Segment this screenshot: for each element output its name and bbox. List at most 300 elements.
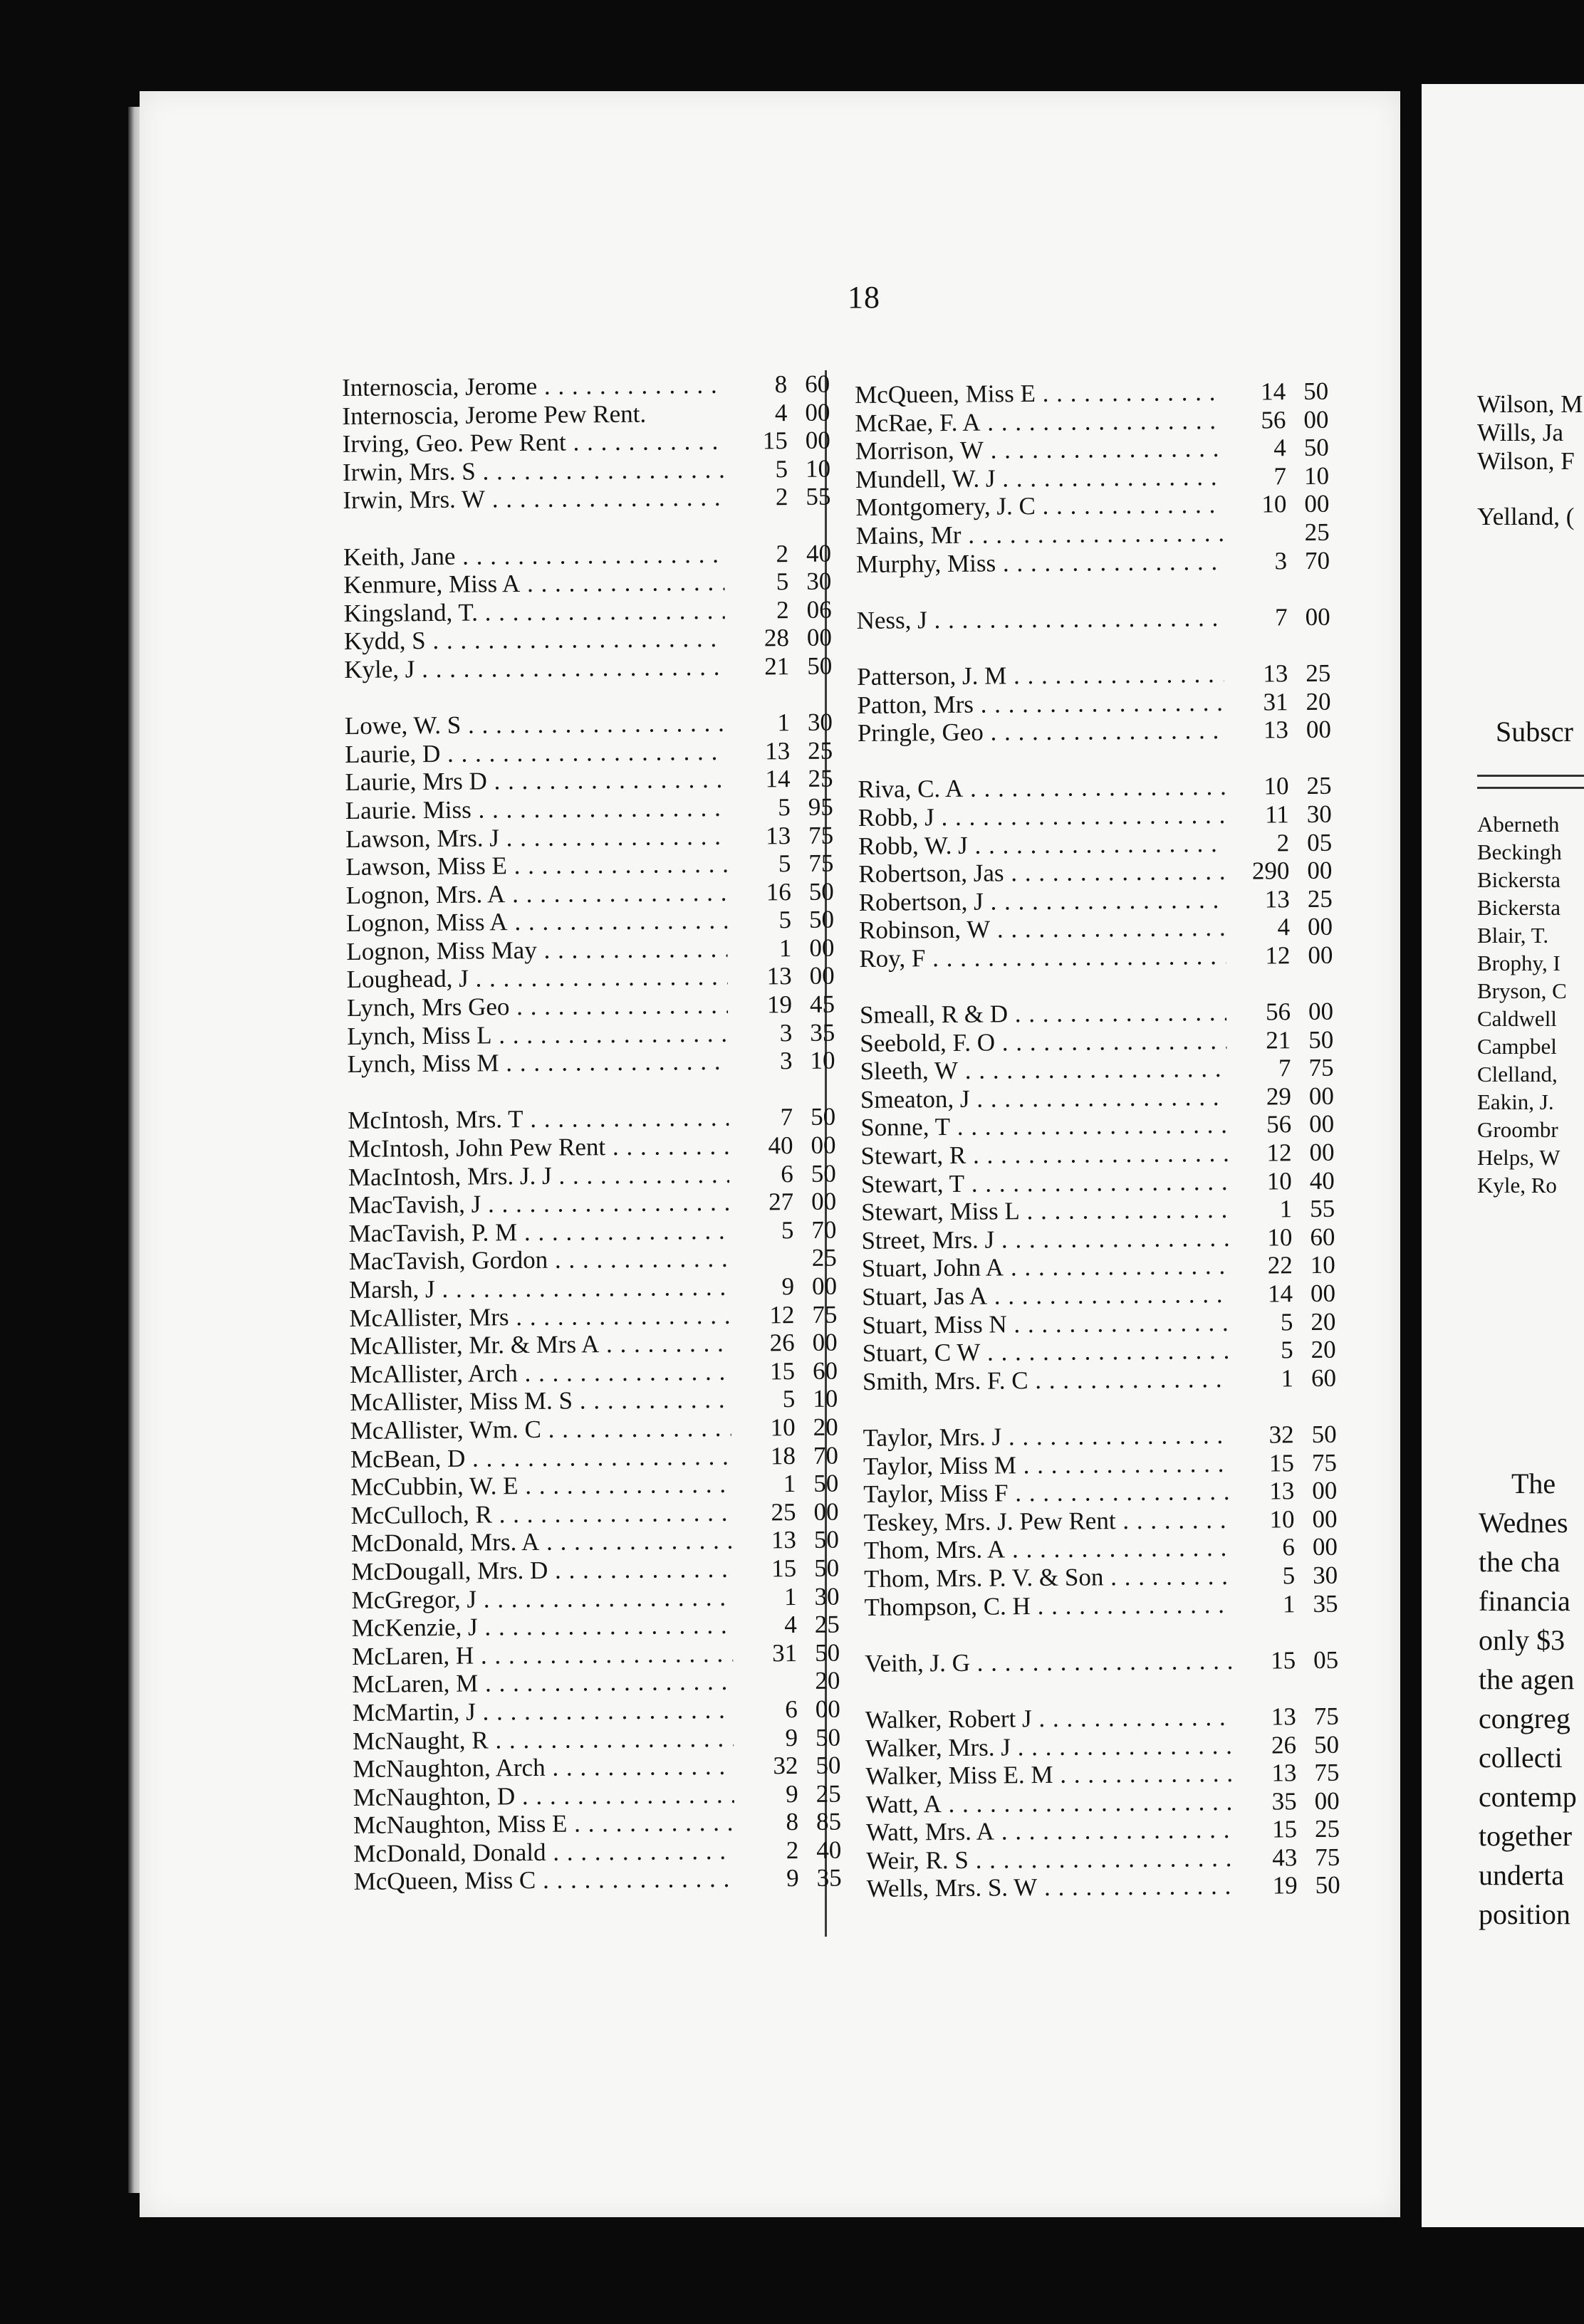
amount-cents: 25 [814, 1610, 840, 1638]
amount-cents: 30 [814, 1582, 840, 1611]
amount-dollars: 4 [774, 398, 788, 426]
amount-dollars: 13 [1269, 1477, 1295, 1505]
amount-cents: 25 [816, 1779, 841, 1808]
subscriber-row [859, 941, 1333, 973]
subscriber-row [353, 1723, 840, 1755]
subscriber-name: McAllister, Miss M. S . . . [350, 1386, 731, 1417]
amount-dollars: 15 [1270, 1645, 1296, 1675]
subscriber-row [866, 1871, 1340, 1903]
subscriber-name: MacIntosh, Mrs. J. J . . . [348, 1160, 729, 1191]
subscriber-name: MacTavish, P. M . . . [348, 1217, 729, 1248]
amount-cents: 00 [1303, 405, 1329, 434]
subscriber-name: Kyle, J . . . [344, 653, 725, 684]
amount-dollars: 290 [1251, 857, 1290, 885]
subscriber-list-left [342, 370, 842, 1896]
amount-cents: 10 [813, 1384, 838, 1413]
amount-cents: 30 [807, 708, 833, 737]
amount-dollars: 12 [769, 1300, 795, 1329]
subscriber-name: McAllister, Mr. & Mrs A . . . [350, 1329, 731, 1361]
amount-dollars: 13 [766, 962, 792, 990]
amount-dollars: 8 [786, 1808, 799, 1836]
amount-cents: 10 [805, 454, 831, 483]
section-gap [344, 680, 832, 712]
amount-dollars: 56 [1261, 405, 1286, 434]
subscriber-name: Robb, J . . . [858, 801, 1225, 832]
subscriber-row [862, 1251, 1335, 1283]
amount-dollars: 5 [776, 567, 789, 596]
subscriber-row [864, 1561, 1338, 1593]
amount-dollars: 27 [768, 1188, 794, 1216]
subscriber-row [343, 454, 830, 486]
subscriber-row [864, 1533, 1338, 1565]
amount-dollars: 6 [781, 1159, 793, 1188]
subscriber-row [855, 377, 1328, 409]
subscriber-name: Smeall, R & D . . . [860, 998, 1226, 1030]
subscriber-row [860, 998, 1333, 1030]
subscriber-row [860, 1025, 1333, 1057]
amount-dollars: 5 [1281, 1336, 1293, 1364]
subscriber-name: Walker, Miss E. M . . . [865, 1759, 1232, 1791]
subscriber-name: McRae, F. A . . . [855, 407, 1221, 438]
amount-cents: 75 [812, 1300, 838, 1329]
amount-dollars [736, 1667, 797, 1668]
subscriber-name: Lowe, W. S . . . [345, 709, 726, 740]
amount-dollars: 1 [1282, 1589, 1296, 1618]
amount-dollars [1226, 518, 1287, 519]
section-gap [343, 511, 831, 543]
subscriber-name: Irwin, Mrs. W . . . [343, 483, 724, 515]
subscriber-name: Taylor, Miss M . . . [863, 1449, 1230, 1480]
adjacent-paragraph-line: the cha [1479, 1546, 1560, 1578]
subscriber-row [857, 659, 1330, 691]
amount-dollars: 32 [773, 1752, 798, 1780]
amount-dollars: 5 [781, 1215, 794, 1245]
subscriber-name: Laurie, Mrs D . . . [345, 765, 726, 797]
subscriber-name: Lognon, Miss May . . . [346, 935, 727, 966]
amount-dollars: 5 [1282, 1561, 1296, 1590]
amount-dollars: 2 [1276, 828, 1290, 857]
subscriber-row [855, 490, 1329, 522]
adjacent-paragraph-line: congreg [1479, 1702, 1570, 1734]
amount-dollars: 5 [778, 906, 792, 934]
amount-dollars: 13 [1271, 1759, 1297, 1787]
amount-dollars: 13 [765, 736, 791, 765]
subscriber-row [856, 518, 1330, 550]
subscriber-name: McLaren, H . . . [352, 1639, 733, 1670]
amount-cents: 50 [1303, 377, 1329, 406]
subscriber-row [347, 1018, 835, 1050]
subscriber-row [863, 1336, 1336, 1368]
subscriber-row [866, 1843, 1340, 1875]
amount-cents: 60 [804, 370, 830, 398]
subscriber-row [345, 793, 833, 825]
amount-dollars: 10 [1269, 1504, 1295, 1534]
amount-dollars: 13 [1271, 1702, 1296, 1731]
amount-dollars: 31 [771, 1638, 798, 1668]
adjacent-paragraph-line: only $3 [1479, 1624, 1565, 1656]
subscriber-name: Internoscia, Jerome Pew Rent. [342, 399, 647, 430]
amount-dollars: 2 [776, 595, 789, 624]
subscriber-row [347, 1047, 835, 1079]
amount-cents: 00 [1309, 1110, 1335, 1139]
subscriber-row [351, 1582, 839, 1614]
adjacent-name: Eakin, J. [1477, 1089, 1554, 1114]
amount-cents: 25 [808, 736, 833, 765]
subscriber-name: Veith, J. G . . . [865, 1647, 1231, 1678]
subscriber-name: McCulloch, R . . . [350, 1498, 731, 1529]
amount-dollars: 43 [1272, 1843, 1298, 1872]
subscriber-row [865, 1702, 1339, 1734]
adjacent-top-name: Wills, Ja [1477, 419, 1564, 446]
subscriber-row [856, 546, 1330, 578]
subscriber-row [348, 1131, 835, 1163]
adjacent-name: Bickersta [1477, 867, 1561, 892]
subscriber-row [350, 1385, 838, 1417]
subscriber-name: McGregor, J . . . [351, 1583, 732, 1614]
amount-dollars: 4 [1277, 913, 1291, 941]
amount-dollars: 29 [1266, 1082, 1292, 1111]
amount-cents: 00 [1312, 1476, 1338, 1505]
subscriber-row [855, 405, 1328, 437]
subscriber-name: McLaren, M . . . [352, 1668, 733, 1699]
section-gap [858, 743, 1331, 775]
amount-cents: 70 [813, 1441, 839, 1470]
subscriber-row [858, 772, 1331, 804]
amount-dollars: 15 [1271, 1815, 1298, 1843]
amount-dollars: 32 [1268, 1420, 1294, 1449]
subscriber-name: Pringle, Geo . . . [858, 716, 1224, 748]
subscriber-name: Stuart, Jas A . . . [862, 1280, 1229, 1312]
subscriber-name: Stuart, John A . . . [862, 1252, 1229, 1283]
subscriber-name: McKenzie, J . . . [352, 1611, 733, 1643]
adjacent-top-name: Wilson, F [1477, 447, 1575, 475]
amount-cents: 10 [1310, 1251, 1335, 1279]
amount-cents: 50 [1315, 1871, 1340, 1900]
adjacent-name: Bryson, C [1477, 978, 1567, 1003]
subscriber-row [862, 1307, 1335, 1339]
amount-dollars: 21 [1266, 1025, 1291, 1054]
amount-cents: 45 [809, 990, 835, 1018]
subscriber-row [347, 962, 835, 994]
subscriber-list-right [855, 377, 1340, 1903]
amount-cents: 05 [1313, 1645, 1339, 1674]
amount-dollars: 3 [779, 1047, 793, 1075]
amount-dollars: 19 [766, 990, 793, 1019]
amount-cents: 50 [814, 1554, 840, 1582]
subscriber-name: Smith, Mrs. F. C . . . [863, 1365, 1229, 1396]
adjacent-name: Bickersta [1477, 895, 1561, 920]
adjacent-name: Aberneth [1477, 812, 1560, 837]
subscriber-row [345, 708, 833, 740]
amount-cents: 00 [1306, 715, 1332, 744]
amount-dollars: 16 [766, 877, 791, 906]
amount-cents: 00 [1308, 1082, 1335, 1110]
amount-cents: 00 [1305, 602, 1330, 631]
amount-cents: 20 [815, 1666, 840, 1695]
amount-cents: 70 [811, 1215, 837, 1244]
subscriber-name: Sonne, T . . . [860, 1111, 1227, 1142]
subscriber-name: Patton, Mrs . . . [857, 688, 1224, 719]
subscriber-name: Loughead, J . . . [347, 963, 728, 994]
subscriber-name: Lynch, Miss L . . . [347, 1019, 728, 1050]
subscriber-row [346, 877, 834, 909]
subscriber-name: Smeaton, J . . . [860, 1083, 1227, 1114]
amount-cents: 00 [1314, 1786, 1340, 1815]
subscriber-name: Sleeth, W . . . [860, 1054, 1226, 1086]
subscriber-row [353, 1752, 840, 1784]
amount-dollars: 4 [1273, 434, 1286, 462]
adjacent-name: Blair, T. [1477, 923, 1549, 948]
amount-cents: 60 [812, 1356, 838, 1385]
section-gap [857, 631, 1330, 663]
subscriber-name: Morrison, W . . . [855, 434, 1222, 466]
adjacent-paragraph-line: underta [1479, 1859, 1564, 1891]
subscriber-row [858, 828, 1332, 860]
subscriber-row [343, 426, 830, 459]
subscriber-name: Lynch, Miss M . . . [347, 1047, 728, 1079]
subscriber-row [348, 1159, 836, 1191]
subscriber-name: Stuart, C W . . . [863, 1336, 1229, 1368]
adjacent-name: Caldwell [1477, 1006, 1557, 1031]
subscriber-name: Weir, R. S . . . [866, 1844, 1233, 1875]
amount-dollars: 5 [782, 1385, 796, 1413]
amount-dollars: 10 [1263, 772, 1289, 800]
subscriber-name: Mains, Mr . . . [856, 519, 1223, 550]
adjacent-paragraph-line: Wednes [1479, 1507, 1568, 1539]
amount-cents: 30 [1306, 800, 1332, 828]
amount-cents: 50 [811, 1159, 836, 1188]
adjacent-paragraph-line: contemp [1479, 1781, 1577, 1813]
subscriber-name: Walker, Robert J . . . [865, 1703, 1232, 1734]
amount-dollars: 7 [1278, 1054, 1291, 1082]
section-gap [865, 1618, 1338, 1650]
subscriber-row [345, 849, 833, 881]
amount-cents: 10 [810, 1046, 835, 1075]
subscriber-row [346, 906, 834, 938]
subscriber-row [345, 765, 833, 797]
amount-dollars: 9 [786, 1864, 799, 1893]
amount-cents: 00 [809, 933, 835, 962]
subscriber-name: Stewart, T . . . [861, 1168, 1228, 1199]
amount-dollars: 22 [1267, 1251, 1293, 1279]
subscriber-name: Irving, Geo. Pew Rent . . . [343, 427, 724, 459]
subscriber-row [865, 1645, 1338, 1677]
amount-cents: 00 [811, 1131, 836, 1159]
subscriber-row [863, 1477, 1337, 1509]
subscriber-row [866, 1815, 1340, 1847]
amount-cents: 50 [1313, 1730, 1340, 1759]
amount-dollars: 2 [786, 1836, 799, 1865]
amount-cents: 30 [1313, 1561, 1338, 1589]
amount-dollars: 12 [1266, 1139, 1292, 1167]
amount-dollars: 2 [775, 483, 788, 511]
subscriber-name: McDougall, Mrs. D . . . [351, 1555, 732, 1586]
amount-cents: 00 [815, 1695, 840, 1723]
amount-cents: 75 [1311, 1448, 1338, 1477]
amount-cents: 50 [815, 1723, 841, 1752]
subscriber-name: Taylor, Miss F . . . [863, 1477, 1230, 1509]
subscriber-name: McAllister, Mrs . . . [349, 1301, 730, 1332]
amount-cents: 00 [805, 426, 830, 455]
adjacent-name: Campbel [1477, 1034, 1557, 1059]
subscriber-row [349, 1300, 837, 1332]
subscriber-name: McDonald, Donald . . . [353, 1837, 734, 1868]
adjacent-paragraph-line: position [1479, 1898, 1570, 1930]
amount-cents: 75 [1308, 1053, 1334, 1082]
subscriber-row [350, 1470, 838, 1502]
amount-cents: 50 [808, 877, 834, 906]
amount-dollars: 2 [776, 539, 789, 567]
amount-dollars: 13 [1263, 659, 1288, 688]
subscriber-name: Ness, J . . . [856, 604, 1223, 635]
subscriber-name: Taylor, Mrs. J . . . [863, 1421, 1230, 1452]
amount-cents: 75 [808, 849, 834, 877]
subscriber-name: Lognon, Miss A . . . [346, 906, 727, 938]
subscriber-row [855, 462, 1329, 494]
subscriber-row [860, 1110, 1334, 1142]
subscriber-name: Patterson, J. M . . . [857, 660, 1224, 691]
amount-dollars: 15 [769, 1356, 796, 1386]
subscriber-row [342, 370, 830, 402]
subscriber-row [352, 1667, 840, 1699]
amount-dollars: 28 [764, 624, 790, 652]
amount-cents: 25 [1306, 659, 1331, 687]
amount-cents: 40 [816, 1836, 842, 1864]
subscriber-name: Wells, Mrs. S. W . . . [866, 1872, 1233, 1903]
subscriber-name: McAllister, Arch . . . [350, 1358, 731, 1389]
amount-dollars: 56 [1265, 998, 1291, 1026]
amount-cents: 50 [813, 1525, 840, 1554]
amount-cents: 00 [1312, 1533, 1338, 1561]
subscriber-name: Lognon, Mrs. A . . . [346, 878, 727, 909]
amount-dollars: 10 [770, 1413, 796, 1442]
amount-dollars: 15 [1268, 1448, 1295, 1477]
subscriber-name: McNaughton, D . . . [353, 1780, 734, 1811]
subscriber-row [351, 1526, 839, 1558]
amount-dollars: 3 [1274, 546, 1288, 575]
amount-cents: 30 [806, 567, 832, 596]
amount-cents: 25 [1314, 1814, 1340, 1843]
amount-dollars: 14 [765, 765, 791, 793]
amount-cents: 55 [1309, 1194, 1335, 1223]
subscriber-row [349, 1272, 837, 1304]
amount-cents: 00 [1309, 1138, 1335, 1167]
section-gap [863, 1392, 1336, 1424]
amount-dollars: 31 [1263, 687, 1288, 716]
amount-cents: 00 [813, 1497, 839, 1526]
amount-dollars: 1 [1281, 1363, 1294, 1393]
subscriber-name: McAllister, Wm. C . . . [350, 1414, 731, 1445]
amount-dollars: 15 [762, 426, 788, 455]
amount-cents: 35 [810, 1018, 835, 1047]
subscriber-row [342, 398, 830, 430]
subscriber-name: Lynch, Mrs Geo . . . [347, 991, 728, 1022]
amount-dollars: 11 [1264, 800, 1289, 829]
subscriber-name: Seebold, F. O . . . [860, 1027, 1226, 1058]
amount-cents: 40 [806, 539, 832, 567]
adjacent-name: Clelland, [1477, 1062, 1558, 1087]
subscriber-name: Watt, A . . . [866, 1788, 1233, 1819]
subscriber-name: Kingsland, T. . . . [343, 597, 724, 628]
subscriber-row [344, 652, 832, 684]
amount-cents: 00 [1307, 913, 1333, 941]
amount-cents: 50 [1303, 433, 1329, 462]
subscriber-row [348, 1188, 836, 1220]
amount-dollars: 25 [771, 1497, 796, 1527]
amount-cents: 25 [1306, 772, 1332, 800]
amount-cents: 05 [1306, 828, 1333, 857]
amount-dollars: 6 [1282, 1533, 1296, 1561]
subscriber-name: McQueen, Miss C . . . [353, 1865, 734, 1896]
adjacent-paragraph-line: collecti [1479, 1742, 1563, 1774]
subscriber-row [859, 884, 1333, 916]
subscriber-row [865, 1759, 1339, 1791]
subscriber-row [353, 1695, 840, 1727]
amount-dollars: 13 [1264, 884, 1290, 914]
subscriber-row [345, 821, 833, 853]
amount-dollars: 5 [778, 849, 791, 878]
subscriber-row [865, 1730, 1339, 1762]
amount-cents: 20 [1311, 1335, 1336, 1364]
amount-cents: 50 [807, 651, 833, 680]
amount-cents: 55 [806, 482, 831, 511]
amount-dollars: 5 [778, 792, 791, 822]
subscriber-row [348, 1103, 835, 1135]
amount-dollars: 26 [1271, 1730, 1297, 1759]
amount-dollars: 1 [777, 708, 791, 737]
subscriber-name: McDonald, Mrs. A . . . [351, 1527, 732, 1558]
subscriber-row [351, 1554, 839, 1586]
amount-cents: 00 [1307, 856, 1333, 885]
amount-cents: 95 [808, 792, 833, 821]
amount-dollars: 7 [780, 1103, 793, 1131]
amount-cents: 75 [1313, 1702, 1339, 1730]
amount-cents: 00 [1310, 1279, 1336, 1308]
subscriber-name: Watt, Mrs. A . . . [866, 1816, 1233, 1847]
subscriber-name: Robb, W. J . . . [858, 829, 1225, 860]
subscriber-name: Keith, Jane . . . [343, 540, 724, 571]
amount-dollars: 7 [1273, 462, 1287, 491]
subscriber-name: Robertson, Jas . . . [858, 857, 1225, 889]
subscriber-row [343, 483, 830, 515]
adjacent-name: Kyle, Ro [1477, 1173, 1557, 1198]
subscriber-name: McBean, D . . . [350, 1442, 731, 1473]
amount-dollars: 1 [783, 1582, 797, 1611]
amount-dollars: 1 [1279, 1195, 1293, 1223]
amount-dollars [734, 1244, 794, 1245]
subscriber-row [856, 603, 1330, 635]
amount-cents: 75 [1314, 1758, 1340, 1787]
subscriber-row [860, 1082, 1334, 1114]
subscriber-row [353, 1779, 841, 1811]
subscriber-row [862, 1279, 1335, 1312]
amount-cents: 85 [816, 1807, 842, 1836]
amount-dollars: 5 [775, 454, 788, 483]
subscriber-name: Irwin, Mrs. S . . . [343, 456, 724, 487]
subscriber-name: Stuart, Miss N . . . [862, 1309, 1229, 1340]
amount-cents: 50 [1311, 1420, 1337, 1448]
subscriber-name: Kydd, S . . . [344, 624, 725, 656]
subscriber-row [352, 1638, 840, 1670]
adjacent-name: Beckingh [1477, 839, 1562, 864]
amount-cents: 60 [1310, 1223, 1335, 1251]
subscriber-name: Montgomery, J. C . . . [855, 491, 1222, 522]
amount-dollars: 21 [764, 652, 790, 681]
adjacent-paragraph-line: financia [1479, 1585, 1570, 1617]
amount-dollars: 19 [1272, 1871, 1298, 1900]
subscriber-name: McNaughton, Miss E . . . [353, 1809, 734, 1840]
amount-dollars: 40 [768, 1131, 793, 1160]
